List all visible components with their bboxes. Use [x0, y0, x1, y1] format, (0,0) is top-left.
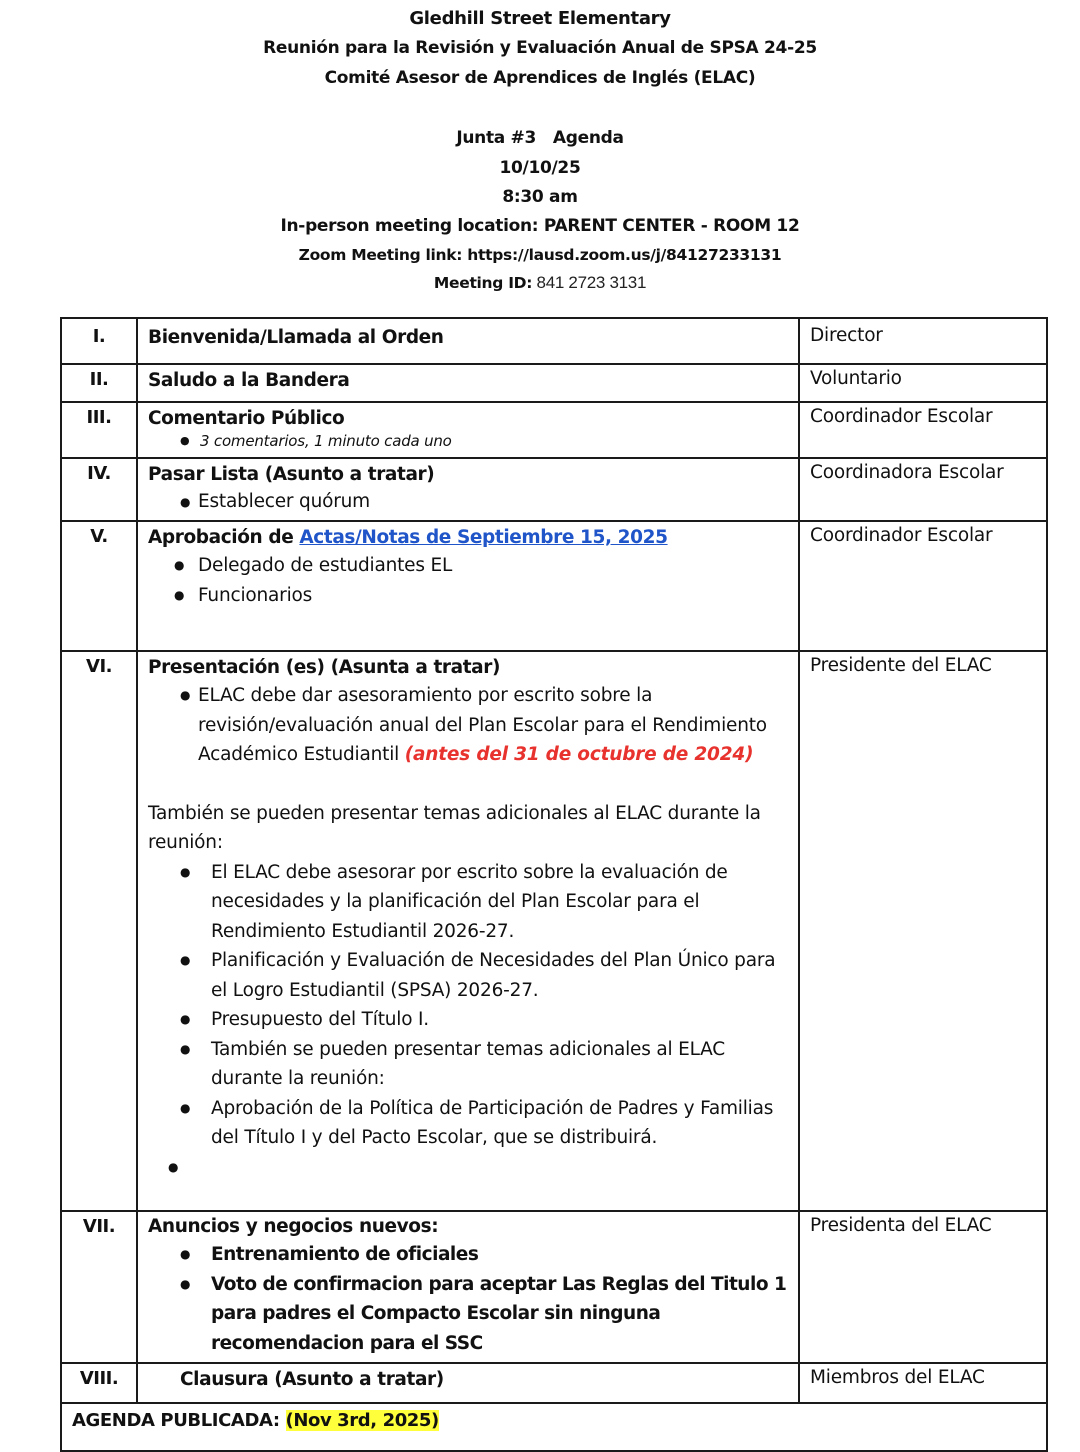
deadline-note: (antes del 31 de octubre de 2024)	[404, 744, 754, 765]
item-presenter: Miembros del ELAC	[799, 1363, 1047, 1403]
meeting-id-label: Meeting ID:	[433, 274, 533, 292]
item-number: VII.	[61, 1211, 137, 1363]
meeting-id-value: 841 2723 3131	[532, 273, 647, 292]
item-number: II.	[61, 364, 137, 402]
agenda-table	[60, 317, 1048, 1452]
item-presenter: Coordinador Escolar	[799, 521, 1047, 651]
item-number: III.	[61, 402, 137, 458]
item-title: Anuncios y negocios nuevos:	[148, 1216, 439, 1237]
bullet-item: ● Funcionarios	[174, 584, 313, 606]
agenda-row	[61, 1211, 1047, 1363]
item-title: Clausura (Asunto a tratar)	[180, 1369, 444, 1390]
bullet-item: ● ELAC debe dar asesoramiento por escrito sobre la revisión/evaluación anual del Plan Escolar para el Rendimiento Académico Estudiantil (antes del 31 de octubre de 2024)	[180, 685, 767, 765]
meeting-title: Reunión para la Revisión y Evaluación Anual de SPSA 24-25	[263, 38, 817, 58]
agenda-row	[61, 1363, 1047, 1403]
agenda-row	[61, 402, 1047, 458]
bullet-item: ● Entrenamiento de oficiales	[180, 1244, 479, 1265]
item-title: Comentario Público	[148, 408, 345, 429]
bullet-item: ● Aprobación de la Política de Participación de Padres y Familias del Título I y del Pacto Escolar, que se distribuirá.	[180, 1097, 774, 1148]
item-presenter: Coordinador Escolar	[799, 402, 1047, 458]
item-title: Pasar Lista (Asunto a tratar)	[148, 464, 435, 485]
item-bullets-main	[148, 681, 788, 770]
agenda-row	[61, 651, 1047, 1211]
published-date: (Nov 3rd, 2025)	[285, 1410, 439, 1431]
agenda-row	[61, 318, 1047, 364]
published-label: AGENDA PUBLICADA:	[72, 1410, 286, 1431]
item-presenter: Presidenta del ELAC	[799, 1211, 1047, 1363]
bullet-item: ● Planificación y Evaluación de Necesidades del Plan Único para el Logro Estudiantil (SPSA) 2026-27.	[180, 950, 776, 1001]
item-title: Aprobación de Actas/Notas de Septiembre 15, 2025	[148, 527, 668, 548]
meeting-time: 8:30 am	[502, 187, 578, 207]
bullet-item: ● Delegado de estudiantes EL	[174, 555, 453, 576]
additional-topics-paragraph: También se pueden presentar temas adicionales al ELAC durante la reunión:	[148, 802, 761, 853]
item-number: VIII.	[61, 1363, 137, 1403]
item-bullets	[148, 432, 788, 450]
item-number: V.	[61, 521, 137, 651]
agenda-row	[61, 364, 1047, 402]
agenda-row	[61, 521, 1047, 651]
item-presenter: Voluntario	[799, 364, 1047, 402]
committee-name: Comité Asesor de Aprendices de Inglés (ELAC)	[324, 68, 756, 88]
bullet-item: ● 3 comentarios, 1 minuto cada uno	[180, 432, 452, 450]
bullet-item: ● También se pueden presentar temas adicionales al ELAC durante la reunión:	[180, 1038, 725, 1089]
item-bullets	[148, 858, 788, 1183]
bullet-item: ● Voto de confirmacion para aceptar Las Reglas del Titulo 1 para padres el Compacto Escolar sin ninguna recomendacion para el SSC	[180, 1273, 787, 1354]
item-title: Presentación (es) (Asunta a tratar)	[148, 657, 500, 678]
item-presenter: Director	[799, 318, 1047, 364]
minutes-link[interactable]: Actas/Notas de Septiembre 15, 2025	[299, 527, 668, 548]
item-title: Bienvenida/Llamada al Orden	[148, 327, 444, 348]
item-number: VI.	[61, 651, 137, 1211]
agenda-published	[61, 1403, 1047, 1451]
item-presenter: Presidente del ELAC	[799, 651, 1047, 1211]
bullet-item: ● Establecer quórum	[180, 491, 370, 512]
bullet-item: ● El ELAC debe asesorar por escrito sobre la evaluación de necesidades y la planificación del Plan Escolar para el Rendimiento Estudiantil 2026-27.	[180, 861, 728, 942]
bullet-item: ● Presupuesto del Título I.	[180, 1009, 429, 1030]
empty-bullet-item: ●	[168, 1159, 179, 1174]
item-number: IV.	[61, 458, 137, 521]
item-title: Saludo a la Bandera	[148, 370, 350, 391]
meeting-id	[0, 273, 1080, 293]
item-bullets	[148, 488, 788, 516]
item-bullets	[148, 1240, 788, 1358]
meeting-location: In-person meeting location: PARENT CENTER - ROOM 12	[280, 216, 800, 236]
agenda-footer-row	[61, 1403, 1047, 1451]
meeting-number: Junta #3 Agenda	[456, 128, 624, 148]
item-bullets	[148, 551, 788, 610]
zoom-link[interactable]: Zoom Meeting link: https://lausd.zoom.us/j/84127233131	[298, 246, 782, 264]
school-name: Gledhill Street Elementary	[409, 8, 671, 29]
agenda-row	[61, 458, 1047, 521]
item-number: I.	[61, 318, 137, 364]
meeting-date: 10/10/25	[499, 158, 581, 178]
item-presenter: Coordinadora Escolar	[799, 458, 1047, 521]
